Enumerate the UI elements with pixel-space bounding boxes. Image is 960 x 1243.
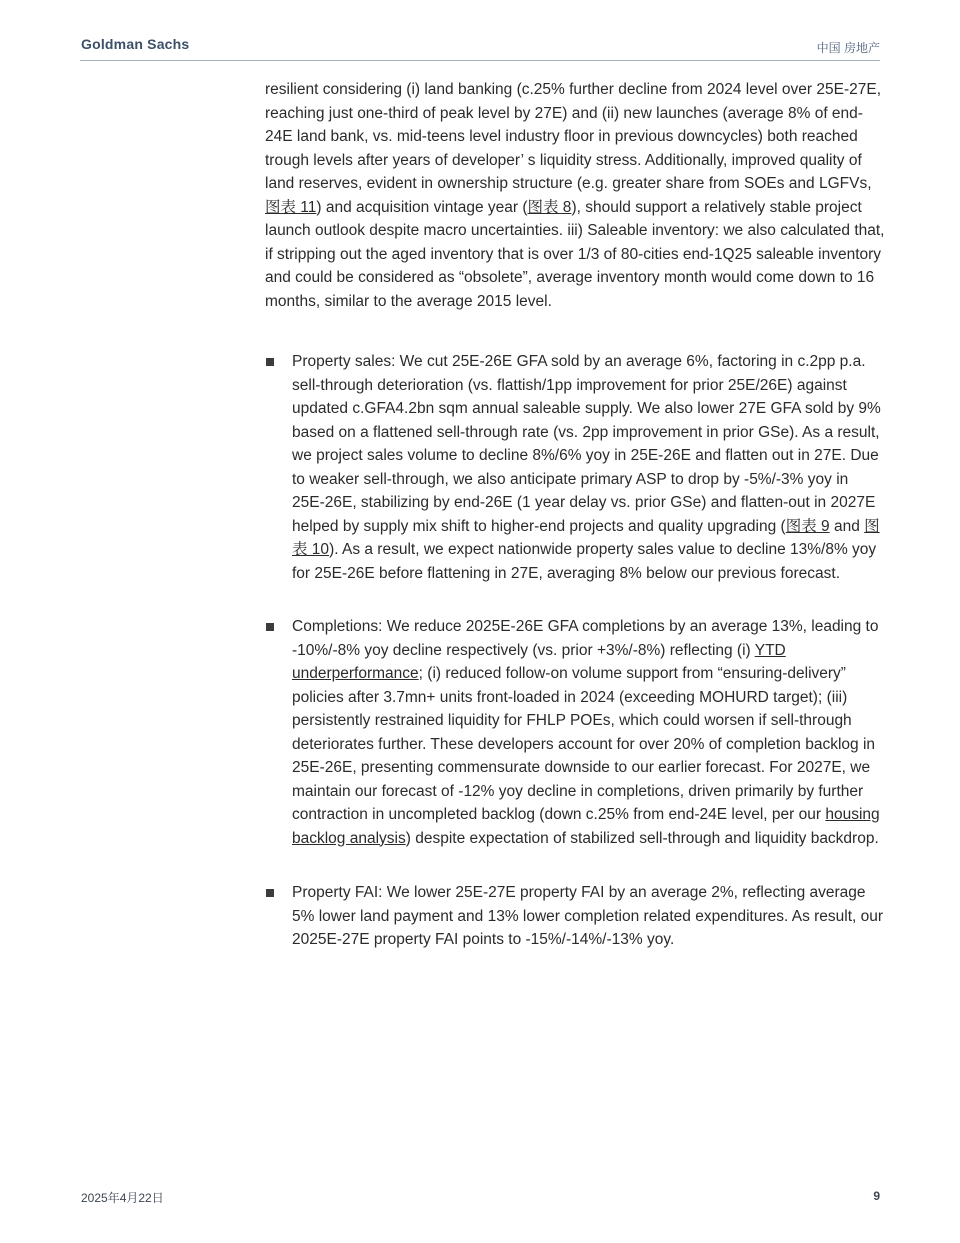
section-title: 中国 房地产	[816, 41, 880, 55]
bullet-square-icon	[266, 358, 274, 366]
header-divider	[80, 60, 880, 61]
bullet-square-icon	[266, 889, 274, 897]
ytd-underperformance-link[interactable]: YTD underperformance	[292, 641, 786, 682]
bullet-square-icon	[266, 623, 274, 631]
intro-text-3: ), should support a relatively stable project launch outlook despite macro uncertainties. iii) Saleable inventory: we also calculated that, if stripping out the aged inventory that is over 1/3 of 80-cities end-1Q25 saleable inventory and could be considered as “obsolete”, average inventory month would come down to 16 months, similar to the average 2015 level.	[265, 198, 885, 310]
report-date: 2025年4月22日	[81, 1191, 164, 1205]
page-number: 9	[873, 1189, 880, 1203]
completions-text-2: ; (i) reduced follow-on volume support from “ensuring-delivery” policies after 3.7mn+ units front-loaded in 2024 (exceeding MOHURD target); (iii) persistently restrained liquidity for FHLP POEs, which could worsen if sell-through deteriorates further. These developers account for over 20% of completion backlog in 25E-26E, presenting commensurate downside to our earlier forecast. For 2027E, we maintain our forecast of -12% yoy decline in completions, driven primarily by further contraction in uncompleted backlog (down c.25% from end-24E level, per our	[292, 665, 876, 823]
intro-text-2: ) and acquisition vintage year (	[316, 198, 528, 216]
exhibit-10-link[interactable]: 图表 10	[292, 517, 880, 558]
bullet-property-fai	[265, 881, 885, 952]
completions-text-3: ) despite expectation of stabilized sell-through and liquidity backdrop.	[405, 829, 879, 847]
housing-backlog-analysis-link[interactable]: housing backlog analysis	[292, 806, 880, 847]
bullet-property-sales	[265, 350, 885, 585]
fai-text-1: Property FAI: We lower 25E-27E property FAI by an average 2%, reflecting average 5% lower land payment and 13% lower completion related expenditures. As result, our 2025E-27E property FAI points to -15%/-14%/-13% yoy.	[292, 884, 884, 948]
intro-paragraph	[265, 78, 885, 313]
sales-text-2: and	[829, 517, 865, 535]
exhibit-8-link[interactable]: 图表 8	[527, 198, 572, 216]
bullet-completions	[265, 615, 885, 850]
exhibit-9-link[interactable]: 图表 9	[785, 517, 830, 535]
sales-text-3: ). As a result, we expect nationwide property sales value to decline 13%/8% yoy for 25E-26E before flattening in 27E, averaging 8% below our previous forecast.	[292, 541, 877, 582]
exhibit-11-link[interactable]: 图表 11	[265, 198, 317, 216]
bullet-list-fai	[265, 881, 885, 952]
intro-text-1: resilient considering (i) land banking (c.25% further decline from 2024 level over 25E-27E, reaching just one-third of peak level by 27E) and (ii) new launches (average 8% of end-24E land bank, vs. mid-teens level industry floor in previous downcycles) both reached trough levels after years of developer’ s liquidity stress. Additionally, improved quality of land reserves, evident in ownership structure (e.g. greater share from SOEs and LGFVs,	[265, 81, 882, 192]
bullet-list-completions	[265, 615, 885, 850]
bullet-list-sales	[265, 350, 885, 585]
sales-text-1: Property sales: We cut 25E-26E GFA sold by an average 6%, factoring in c.2pp p.a. sell-through deterioration (vs. flattish/1pp improvement for prior 25E/26E) against updated c.GFA4.2bn sqm annual saleable supply. We also lower 27E GFA sold by 9% based on a flattened sell-through rate (vs. 2pp improvement in prior GSe). As a result, we project sales volume to decline 8%/6% yoy in 25E-26E and flatten out in 27E. Due to weaker sell-through, we also anticipate primary ASP to drop by -5%/-3% yoy in 25E-26E, stabilizing by end-26E (1 year delay vs. prior GSe) and flatten-out in 2027E helped by supply mix shift to higher-end projects and quality upgrading (	[292, 353, 881, 535]
completions-text-1: Completions: We reduce 2025E-26E GFA completions by an average 13%, leading to -10%/-8% yoy decline respectively (vs. prior +3%/-8%) reflecting (i)	[292, 618, 879, 659]
brand-name: Goldman Sachs	[81, 36, 190, 52]
